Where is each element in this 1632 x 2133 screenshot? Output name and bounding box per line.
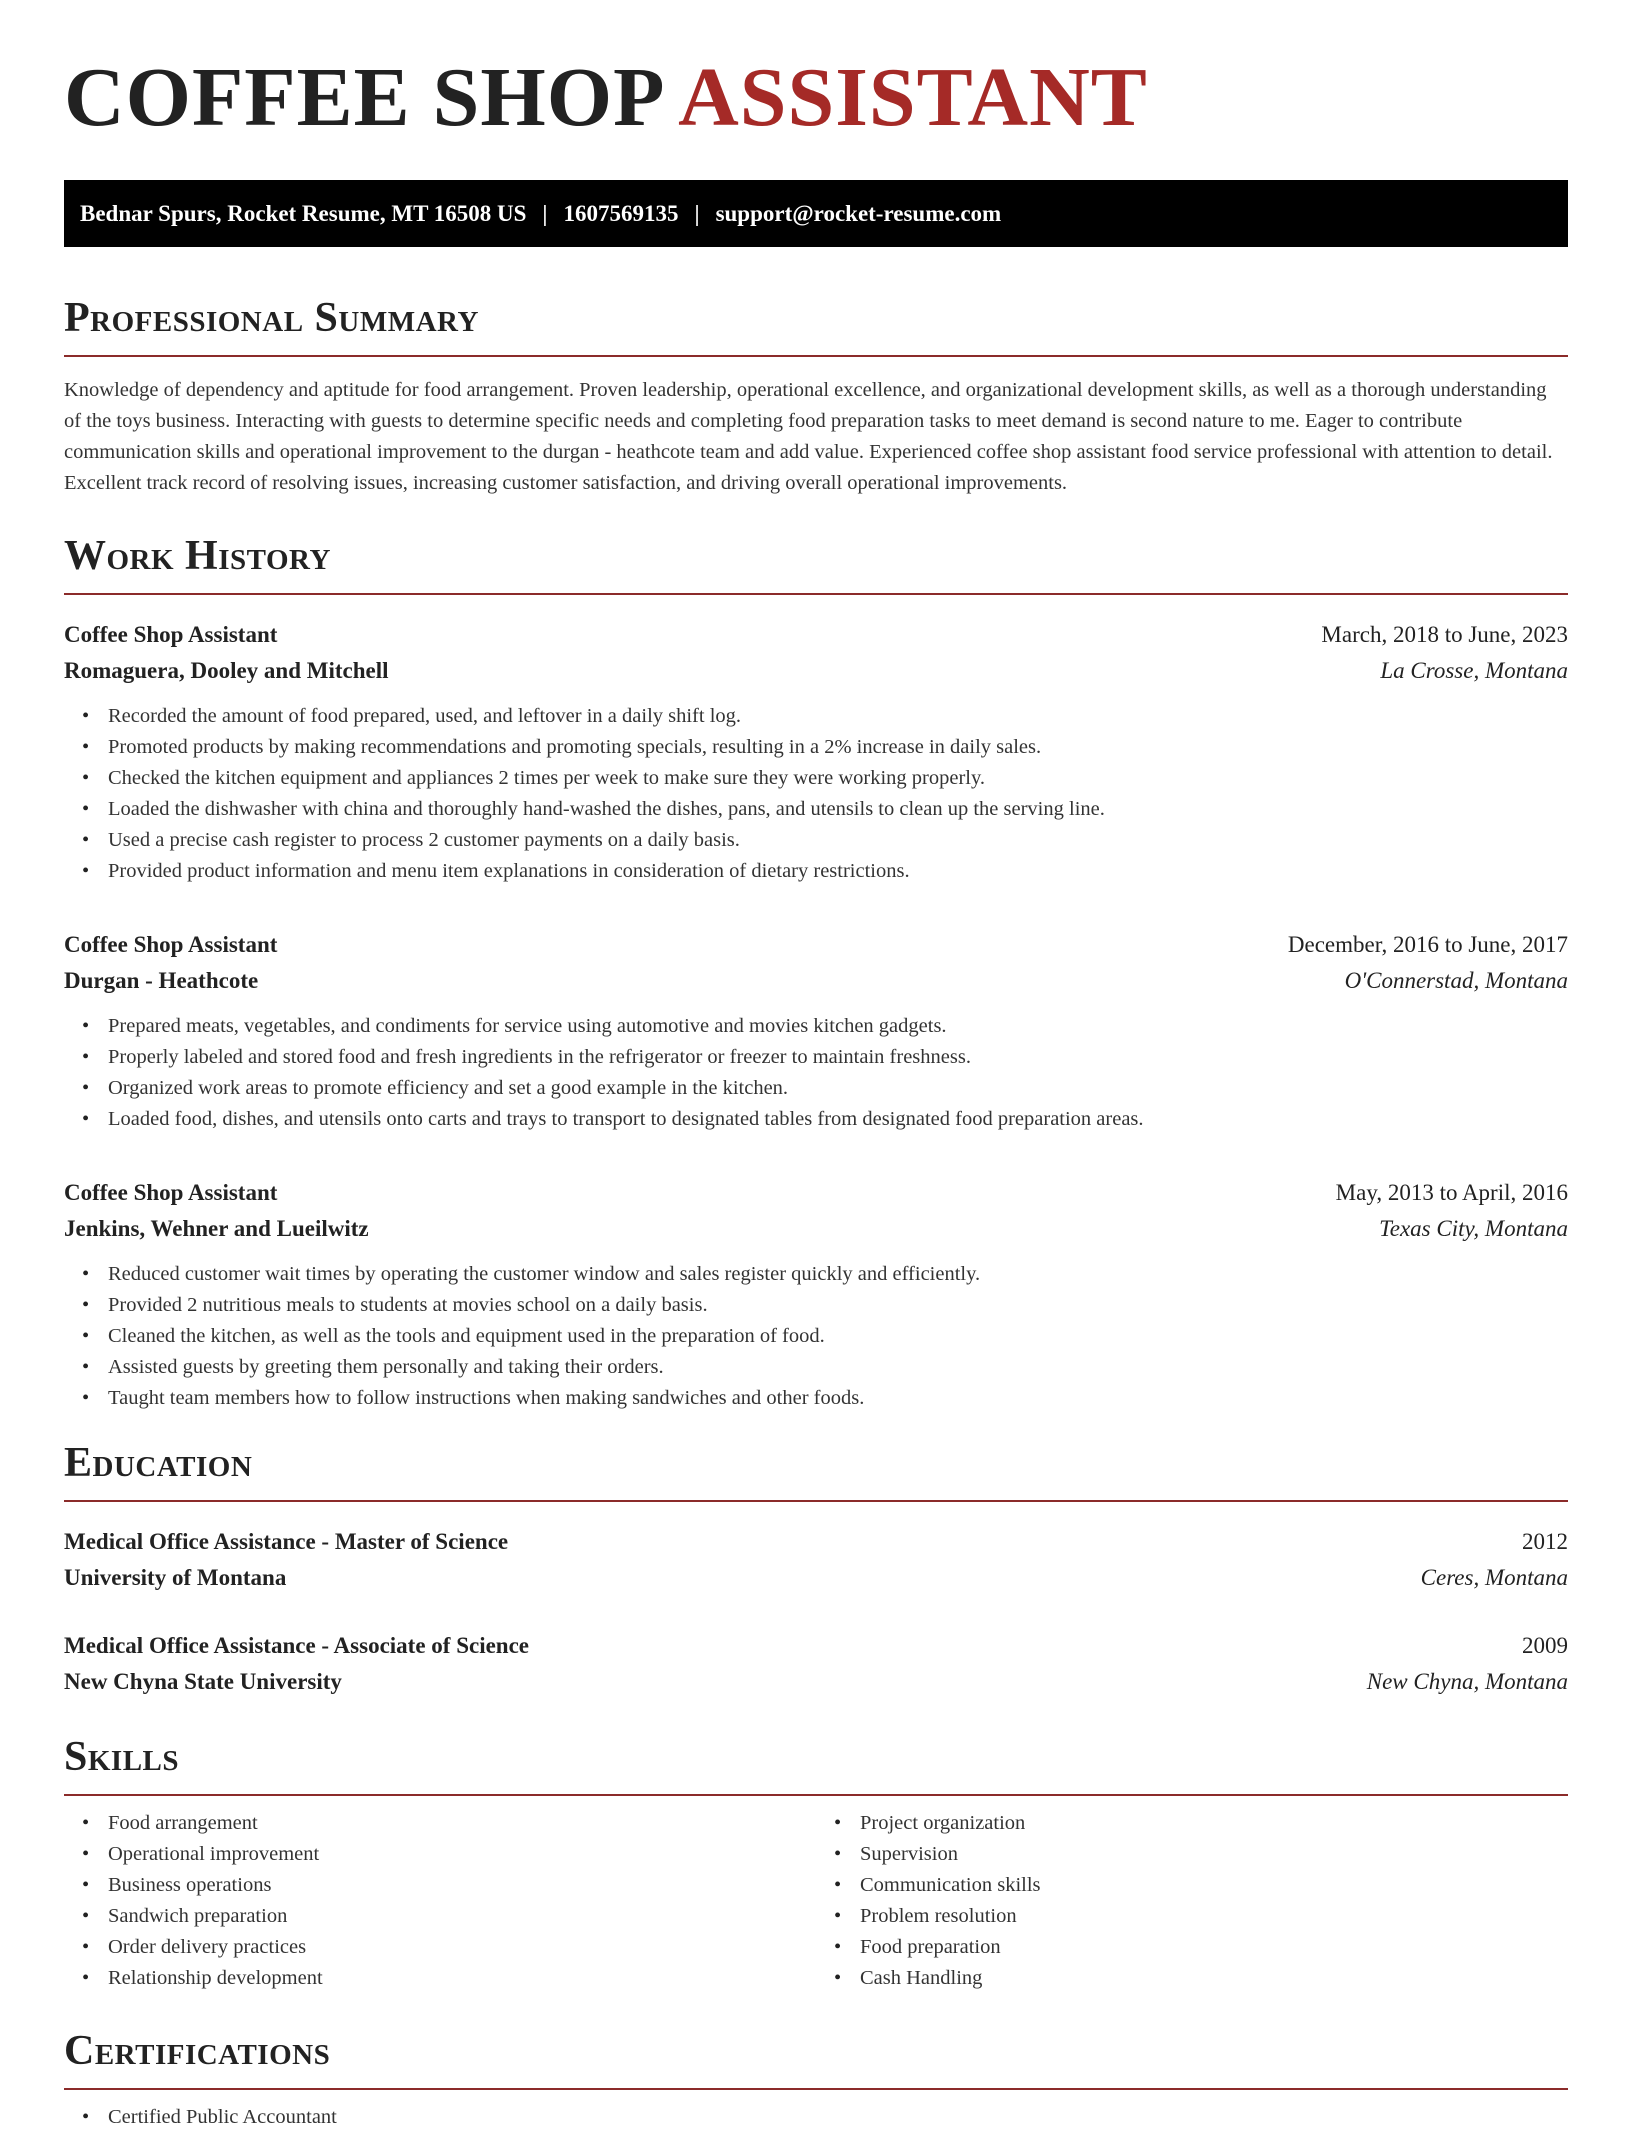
education-year: 2012 [1522,1529,1568,1554]
job-dates: March, 2018 to June, 2023 [1321,622,1568,647]
work-history-section [64,535,1568,1414]
skill-item: • Project organization [834,1808,1568,1839]
job-location: O'Connerstad, Montana [1344,968,1568,993]
job-duty: • Cleaned the kitchen, as well as the tools and equipment used in the preparation of food. [82,1321,1568,1352]
job-duty: • Provided 2 nutritious meals to students at movies school on a daily basis. [82,1290,1568,1321]
summary-section [64,297,1568,499]
skill-item: • Problem resolution [834,1901,1568,1932]
skill-item: • Communication skills [834,1870,1568,1901]
certifications-list [64,2102,1568,2133]
education-location: New Chyna, Montana [1366,1669,1568,1694]
contact-separator: | [542,200,548,226]
job-dates: December, 2016 to June, 2017 [1287,932,1568,957]
title-primary: COFFEE SHOP [64,51,661,144]
summary-text: Knowledge of dependency and aptitude for food arrangement. Proven leadership, operational excellence, and organizational development skills, as well as a thorough understanding of the toys business. Interacting with guests to determine specific needs and completing food preparation tasks to meet demand is second nature to me. Eager to contribute communication skills and operational improvement to the durgan - heathcote team and add value. Experienced coffee shop assistant food service professional with attention to detail. Excellent track record of resolving issues, increasing customer satisfaction, and driving overall operational improvements. [64,379,1553,494]
education-degree: Medical Office Assistance - Master of Science [64,1529,509,1554]
job-duty: • Promoted products by making recommendations and promoting specials, resulting in a 2% increase in daily sales. [82,732,1568,763]
contact-email: support@rocket-resume.com [715,200,1002,226]
resume-title [64,0,1568,144]
job-company: Jenkins, Wehner and Lueilwitz [64,1216,369,1241]
skill-item: • Operational improvement [82,1839,816,1870]
skills-grid [64,1808,1568,1994]
job-duty: • Used a precise cash register to process 2 customer payments on a daily basis. [82,825,1568,856]
contact-phone: 1607569135 [563,200,679,226]
education-school: University of Montana [64,1565,287,1590]
work-history-heading: Work History [64,535,1568,595]
job-entry [64,1175,1568,1414]
contact-separator: | [694,200,700,226]
skill-item: • Supervision [834,1839,1568,1870]
skills-column-2 [816,1808,1568,1994]
skills-heading: Skills [64,1736,1568,1796]
education-entry [64,1524,1568,1596]
job-dates: May, 2013 to April, 2016 [1335,1180,1568,1205]
job-duty: • Prepared meats, vegetables, and condiments for service using automotive and movies kitchen gadgets. [82,1011,1568,1042]
job-title: Coffee Shop Assistant [64,932,278,957]
job-duty: • Recorded the amount of food prepared, used, and leftover in a daily shift log. [82,701,1568,732]
skill-item: • Sandwich preparation [82,1901,816,1932]
job-duties [64,1259,1568,1414]
job-duty: • Loaded the dishwasher with china and thoroughly hand-washed the dishes, pans, and utensils to clean up the serving line. [82,794,1568,825]
education-entry [64,1628,1568,1700]
summary-heading: Professional Summary [64,297,1568,357]
job-duties [64,1011,1568,1135]
education-school: New Chyna State University [64,1669,342,1694]
title-accent: ASSISTANT [678,51,1148,144]
skills-column-1 [64,1808,816,1994]
skill-item: • Order delivery practices [82,1932,816,1963]
job-duty: • Assisted guests by greeting them personally and taking their orders. [82,1352,1568,1383]
skill-item: • Cash Handling [834,1963,1568,1994]
job-title: Coffee Shop Assistant [64,1180,278,1205]
skill-item: • Food preparation [834,1932,1568,1963]
job-duty: • Properly labeled and stored food and fresh ingredients in the refrigerator or freezer to maintain freshness. [82,1042,1568,1073]
job-duty: • Provided product information and menu item explanations in consideration of dietary restrictions. [82,856,1568,887]
contact-address: Bednar Spurs, Rocket Resume, MT 16508 US [80,200,527,226]
job-duties [64,701,1568,887]
skills-section [64,1736,1568,1994]
job-location: La Crosse, Montana [1380,658,1568,683]
skill-item: • Food arrangement [82,1808,816,1839]
certification-item: • Certified Public Accountant [82,2102,1568,2133]
education-location: Ceres, Montana [1420,1565,1568,1590]
contact-bar [64,180,1568,247]
job-title: Coffee Shop Assistant [64,622,278,647]
skill-item: • Business operations [82,1870,816,1901]
job-company: Romaguera, Dooley and Mitchell [64,658,389,683]
job-duty: • Checked the kitchen equipment and appliances 2 times per week to make sure they were working properly. [82,763,1568,794]
education-section [64,1442,1568,1700]
job-duty: • Reduced customer wait times by operating the customer window and sales register quickly and efficiently. [82,1259,1568,1290]
certifications-section [64,2030,1568,2133]
job-entry [64,927,1568,1135]
education-heading: Education [64,1442,1568,1502]
job-duty: • Organized work areas to promote efficiency and set a good example in the kitchen. [82,1073,1568,1104]
job-duty: • Loaded food, dishes, and utensils onto carts and trays to transport to designated tables from designated food preparation areas. [82,1104,1568,1135]
job-location: Texas City, Montana [1379,1216,1568,1241]
skill-item: • Relationship development [82,1963,816,1994]
job-company: Durgan - Heathcote [64,968,259,993]
job-duty: • Taught team members how to follow instructions when making sandwiches and other foods. [82,1383,1568,1414]
job-entry [64,617,1568,887]
education-year: 2009 [1522,1633,1568,1658]
certifications-heading: Certifications [64,2030,1568,2090]
education-degree: Medical Office Assistance - Associate of Science [64,1633,529,1658]
